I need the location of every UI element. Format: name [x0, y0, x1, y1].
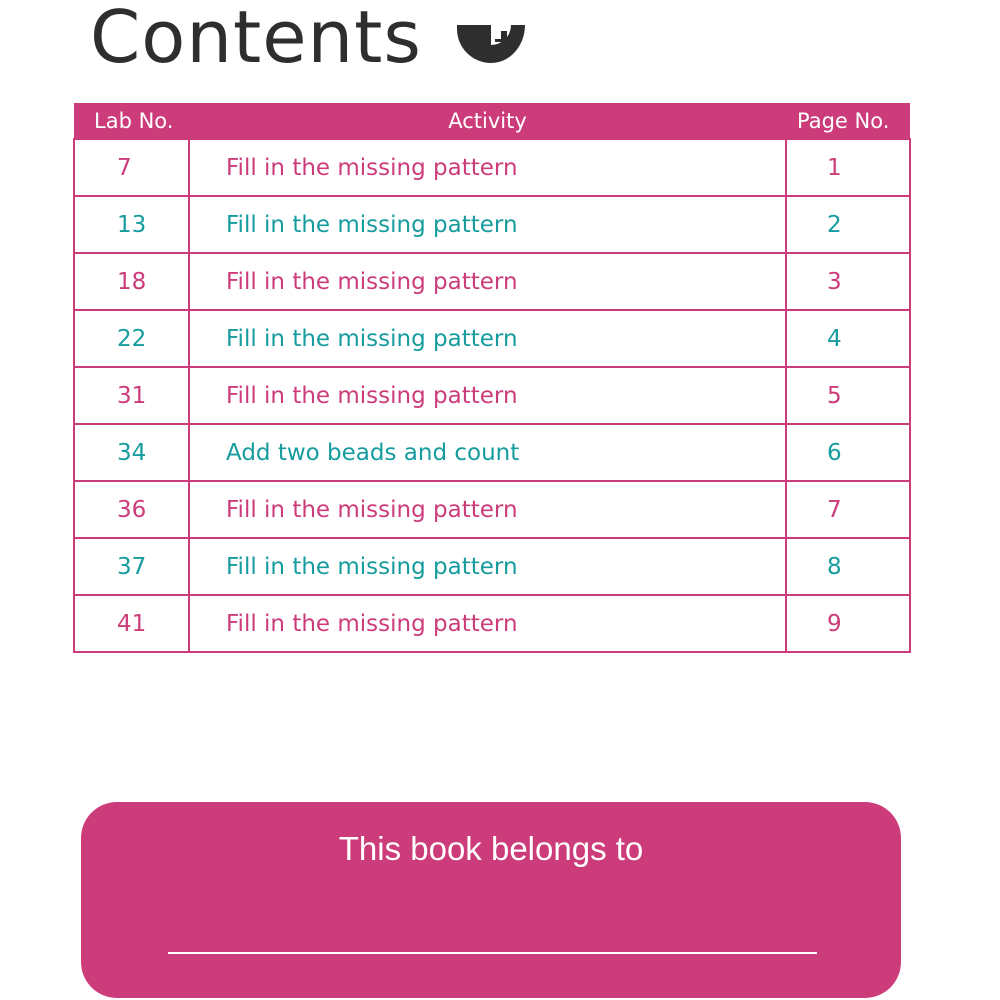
table-row — [74, 310, 910, 367]
page-number: 8 — [786, 538, 910, 595]
activity-name: Fill in the missing pattern — [189, 139, 786, 196]
activity-name: Fill in the missing pattern — [189, 196, 786, 253]
lab-number: 18 — [74, 253, 189, 310]
table-row — [74, 424, 910, 481]
header-activity: Activity — [189, 103, 786, 139]
lab-number: 41 — [74, 595, 189, 652]
lab-number: 22 — [74, 310, 189, 367]
page-number: 9 — [786, 595, 910, 652]
activity-name: Fill in the missing pattern — [189, 595, 786, 652]
table-row — [74, 139, 910, 196]
lab-number: 37 — [74, 538, 189, 595]
lab-number: 31 — [74, 367, 189, 424]
section-badge-icon — [455, 17, 527, 65]
page-number: 6 — [786, 424, 910, 481]
owner-banner — [81, 802, 901, 998]
lab-number: 36 — [74, 481, 189, 538]
belongs-to-label: This book belongs to — [338, 830, 644, 867]
activity-name: Fill in the missing pattern — [189, 481, 786, 538]
activity-name: Fill in the missing pattern — [189, 367, 786, 424]
header-page-no: Page No. — [786, 103, 910, 139]
table-row — [74, 481, 910, 538]
lab-number: 7 — [74, 139, 189, 196]
lab-number: 13 — [74, 196, 189, 253]
activity-name: Fill in the missing pattern — [189, 538, 786, 595]
activity-name: Fill in the missing pattern — [189, 253, 786, 310]
header-lab-no: Lab No. — [74, 103, 189, 139]
page-number: 3 — [786, 253, 910, 310]
table-row — [74, 595, 910, 652]
table-row — [74, 253, 910, 310]
page-number: 2 — [786, 196, 910, 253]
page-number: 4 — [786, 310, 910, 367]
lab-number: 34 — [74, 424, 189, 481]
page-title: Contents — [90, 0, 422, 79]
contents-table — [73, 103, 911, 653]
page-number: 5 — [786, 367, 910, 424]
table-row — [74, 196, 910, 253]
table-header-row — [74, 103, 910, 139]
page-number: 1 — [786, 139, 910, 196]
activity-name: Fill in the missing pattern — [189, 310, 786, 367]
table-row — [74, 538, 910, 595]
page-number: 7 — [786, 481, 910, 538]
activity-name: Add two beads and count — [189, 424, 786, 481]
table-row — [74, 367, 910, 424]
owner-name-line — [168, 952, 817, 954]
